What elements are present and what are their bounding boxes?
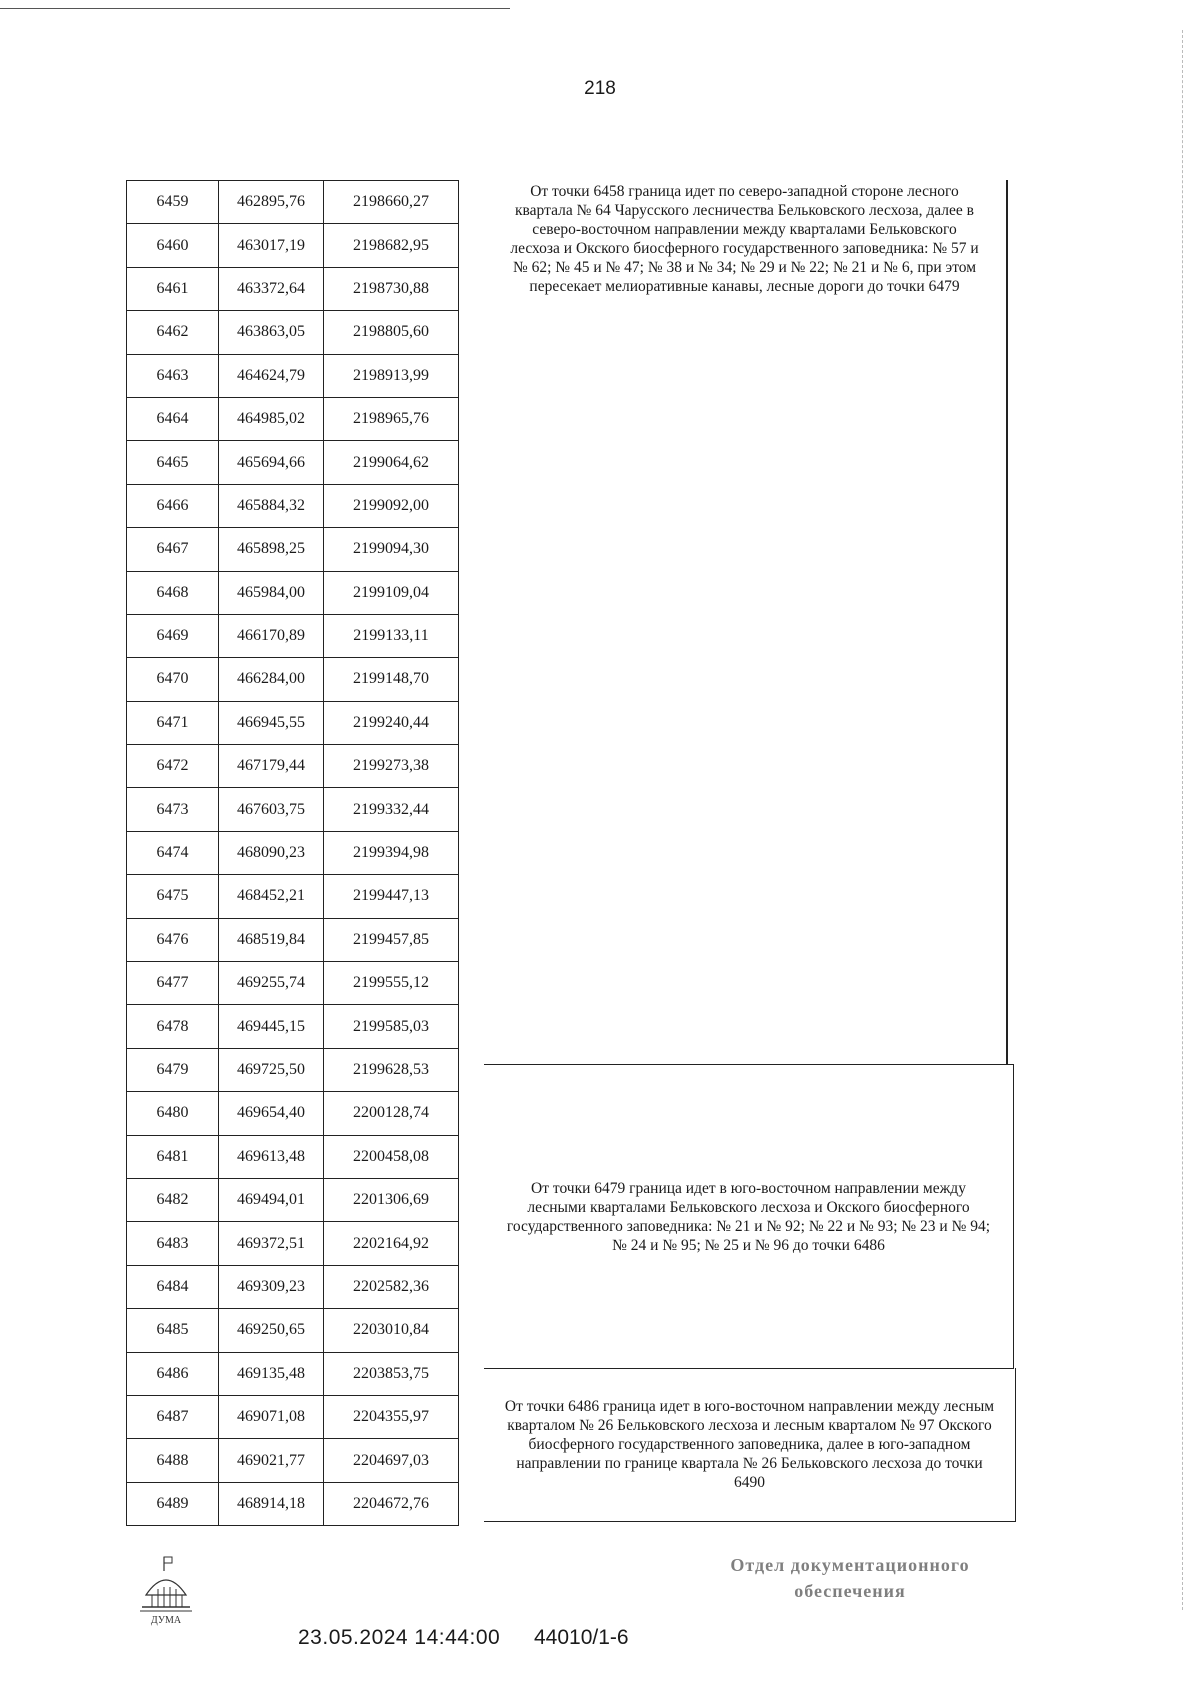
point-cell: 6478 — [127, 1005, 219, 1048]
x-coordinate-cell: 465898,25 — [219, 528, 324, 571]
x-coordinate-cell: 463863,05 — [219, 311, 324, 354]
point-cell: 6469 — [127, 614, 219, 657]
y-coordinate-cell: 2199628,53 — [324, 1048, 459, 1091]
x-coordinate-cell: 469654,40 — [219, 1092, 324, 1135]
table-row — [127, 1222, 459, 1265]
point-cell: 6472 — [127, 745, 219, 788]
y-coordinate-cell: 2199092,00 — [324, 484, 459, 527]
y-coordinate-cell: 2199148,70 — [324, 658, 459, 701]
table-row — [127, 788, 459, 831]
department-stamp — [700, 1552, 1000, 1604]
x-coordinate-cell: 469445,15 — [219, 1005, 324, 1048]
x-coordinate-cell: 466170,89 — [219, 614, 324, 657]
table-row — [127, 614, 459, 657]
coordinates-table — [126, 180, 459, 1526]
top-scan-rule — [0, 8, 510, 9]
table-row — [127, 1178, 459, 1221]
duma-logo — [134, 1555, 198, 1627]
x-coordinate-cell: 469021,77 — [219, 1439, 324, 1482]
x-coordinate-cell: 463017,19 — [219, 224, 324, 267]
point-cell: 6479 — [127, 1048, 219, 1091]
point-cell: 6482 — [127, 1178, 219, 1221]
table-row — [127, 311, 459, 354]
y-coordinate-cell: 2200458,08 — [324, 1135, 459, 1178]
y-coordinate-cell: 2199447,13 — [324, 875, 459, 918]
y-coordinate-cell: 2198730,88 — [324, 267, 459, 310]
table-row — [127, 181, 459, 224]
point-cell: 6462 — [127, 311, 219, 354]
point-cell: 6473 — [127, 788, 219, 831]
y-coordinate-cell: 2204672,76 — [324, 1482, 459, 1525]
y-coordinate-cell: 2198913,99 — [324, 354, 459, 397]
x-coordinate-cell: 468452,21 — [219, 875, 324, 918]
point-cell: 6460 — [127, 224, 219, 267]
table-row — [127, 1135, 459, 1178]
footer-reference: 44010/1-6 — [534, 1626, 629, 1649]
table-row — [127, 701, 459, 744]
point-cell: 6483 — [127, 1222, 219, 1265]
y-coordinate-cell: 2199064,62 — [324, 441, 459, 484]
y-coordinate-cell: 2199332,44 — [324, 788, 459, 831]
description-text: От точки 6479 граница идет в юго-восточном направлении между лесными кварталами Бельковского лесхоза и Окского биосферного государственного заповедника: № 21 и № 92; № 22 и № 93; № 23 и № 94; № 24 и № 95; № 25 и № 96 до точки 6486 — [506, 1179, 991, 1254]
y-coordinate-cell: 2199109,04 — [324, 571, 459, 614]
y-coordinate-cell: 2199273,38 — [324, 745, 459, 788]
point-cell: 6467 — [127, 528, 219, 571]
y-coordinate-cell: 2202164,92 — [324, 1222, 459, 1265]
description-right-border — [1006, 180, 1007, 1064]
table-row — [127, 918, 459, 961]
point-cell: 6475 — [127, 875, 219, 918]
table-row — [127, 354, 459, 397]
y-coordinate-cell: 2203853,75 — [324, 1352, 459, 1395]
table-row — [127, 224, 459, 267]
y-coordinate-cell: 2204697,03 — [324, 1439, 459, 1482]
stamp-line-2: обеспечения — [794, 1581, 906, 1601]
y-coordinate-cell: 2201306,69 — [324, 1178, 459, 1221]
x-coordinate-cell: 466284,00 — [219, 658, 324, 701]
x-coordinate-cell: 469494,01 — [219, 1178, 324, 1221]
x-coordinate-cell: 464985,02 — [219, 397, 324, 440]
y-coordinate-cell: 2198660,27 — [324, 181, 459, 224]
point-cell: 6476 — [127, 918, 219, 961]
y-coordinate-cell: 2199133,11 — [324, 614, 459, 657]
point-cell: 6470 — [127, 658, 219, 701]
point-cell: 6468 — [127, 571, 219, 614]
x-coordinate-cell: 469255,74 — [219, 962, 324, 1005]
point-cell: 6480 — [127, 1092, 219, 1135]
y-coordinate-cell: 2202582,36 — [324, 1265, 459, 1308]
table-row — [127, 1309, 459, 1352]
point-cell: 6471 — [127, 701, 219, 744]
footer-date: 23.05.2024 14:44:00 — [298, 1626, 501, 1649]
point-cell: 6465 — [127, 441, 219, 484]
table-row — [127, 441, 459, 484]
point-cell: 6488 — [127, 1439, 219, 1482]
x-coordinate-cell: 468914,18 — [219, 1482, 324, 1525]
stamp-line-1: Отдел документационного — [730, 1555, 970, 1575]
point-cell: 6477 — [127, 962, 219, 1005]
point-cell: 6486 — [127, 1352, 219, 1395]
boundary-description-6486-6490 — [484, 1368, 1016, 1522]
x-coordinate-cell: 465984,00 — [219, 571, 324, 614]
table-row — [127, 1005, 459, 1048]
right-margin-rule — [1182, 30, 1183, 1610]
point-cell: 6461 — [127, 267, 219, 310]
y-coordinate-cell: 2198965,76 — [324, 397, 459, 440]
x-coordinate-cell: 467603,75 — [219, 788, 324, 831]
table-row — [127, 571, 459, 614]
y-coordinate-cell: 2199240,44 — [324, 701, 459, 744]
x-coordinate-cell: 469135,48 — [219, 1352, 324, 1395]
point-cell: 6459 — [127, 181, 219, 224]
y-coordinate-cell: 2199457,85 — [324, 918, 459, 961]
x-coordinate-cell: 469250,65 — [219, 1309, 324, 1352]
table-row — [127, 267, 459, 310]
y-coordinate-cell: 2198805,60 — [324, 311, 459, 354]
svg-text:ДУМА: ДУМА — [150, 1615, 182, 1626]
point-cell: 6485 — [127, 1309, 219, 1352]
description-text: От точки 6458 граница идет по северо-западной стороне лесного квартала № 64 Чарусского лесничества Бельковского лесхоза, далее в северо-восточном направлении между кварталами Бельковского лесхоза и Окского биосферного государственного заповедника: № 57 и № 62; № 45 и № 47; № 38 и № 34; № 29 и № 22; № 21 и № 6, при этом пересекает мелиоративные канавы, лесные дороги до точки 6479 — [510, 183, 979, 295]
x-coordinate-cell: 469725,50 — [219, 1048, 324, 1091]
boundary-description-6479-6486 — [484, 1064, 1014, 1369]
table-row — [127, 875, 459, 918]
table-row — [127, 528, 459, 571]
y-coordinate-cell: 2203010,84 — [324, 1309, 459, 1352]
table-row — [127, 1265, 459, 1308]
y-coordinate-cell: 2199585,03 — [324, 1005, 459, 1048]
table-row — [127, 1395, 459, 1438]
x-coordinate-cell: 469309,23 — [219, 1265, 324, 1308]
x-coordinate-cell: 467179,44 — [219, 745, 324, 788]
y-coordinate-cell: 2200128,74 — [324, 1092, 459, 1135]
point-cell: 6481 — [127, 1135, 219, 1178]
description-text: От точки 6486 граница идет в юго-восточном направлении между лесным кварталом № 26 Бельковского лесхоза и лесным кварталом № 97 Окского биосферного государственного заповедника, далее в юго-западном направлении по границе квартала № 26 Бельковского лесхоза до точки 6490 — [504, 1398, 995, 1491]
x-coordinate-cell: 463372,64 — [219, 267, 324, 310]
x-coordinate-cell: 466945,55 — [219, 701, 324, 744]
point-cell: 6466 — [127, 484, 219, 527]
point-cell: 6484 — [127, 1265, 219, 1308]
table-row — [127, 962, 459, 1005]
x-coordinate-cell: 468519,84 — [219, 918, 324, 961]
boundary-description-6458-6479 — [482, 180, 1008, 1065]
table-row — [127, 397, 459, 440]
table-row — [127, 1048, 459, 1091]
x-coordinate-cell: 464624,79 — [219, 354, 324, 397]
table-row — [127, 484, 459, 527]
x-coordinate-cell: 465884,32 — [219, 484, 324, 527]
page-number: 218 — [584, 78, 616, 99]
x-coordinate-cell: 462895,76 — [219, 181, 324, 224]
x-coordinate-cell: 469613,48 — [219, 1135, 324, 1178]
x-coordinate-cell: 469071,08 — [219, 1395, 324, 1438]
x-coordinate-cell: 465694,66 — [219, 441, 324, 484]
y-coordinate-cell: 2198682,95 — [324, 224, 459, 267]
table-row — [127, 745, 459, 788]
y-coordinate-cell: 2199555,12 — [324, 962, 459, 1005]
table-row — [127, 1482, 459, 1525]
table-row — [127, 831, 459, 874]
x-coordinate-cell: 468090,23 — [219, 831, 324, 874]
y-coordinate-cell: 2199094,30 — [324, 528, 459, 571]
point-cell: 6489 — [127, 1482, 219, 1525]
table-row — [127, 1439, 459, 1482]
point-cell: 6463 — [127, 354, 219, 397]
y-coordinate-cell: 2199394,98 — [324, 831, 459, 874]
point-cell: 6464 — [127, 397, 219, 440]
x-coordinate-cell: 469372,51 — [219, 1222, 324, 1265]
point-cell: 6487 — [127, 1395, 219, 1438]
table-row — [127, 1352, 459, 1395]
table-row — [127, 658, 459, 701]
table-row — [127, 1092, 459, 1135]
y-coordinate-cell: 2204355,97 — [324, 1395, 459, 1438]
point-cell: 6474 — [127, 831, 219, 874]
